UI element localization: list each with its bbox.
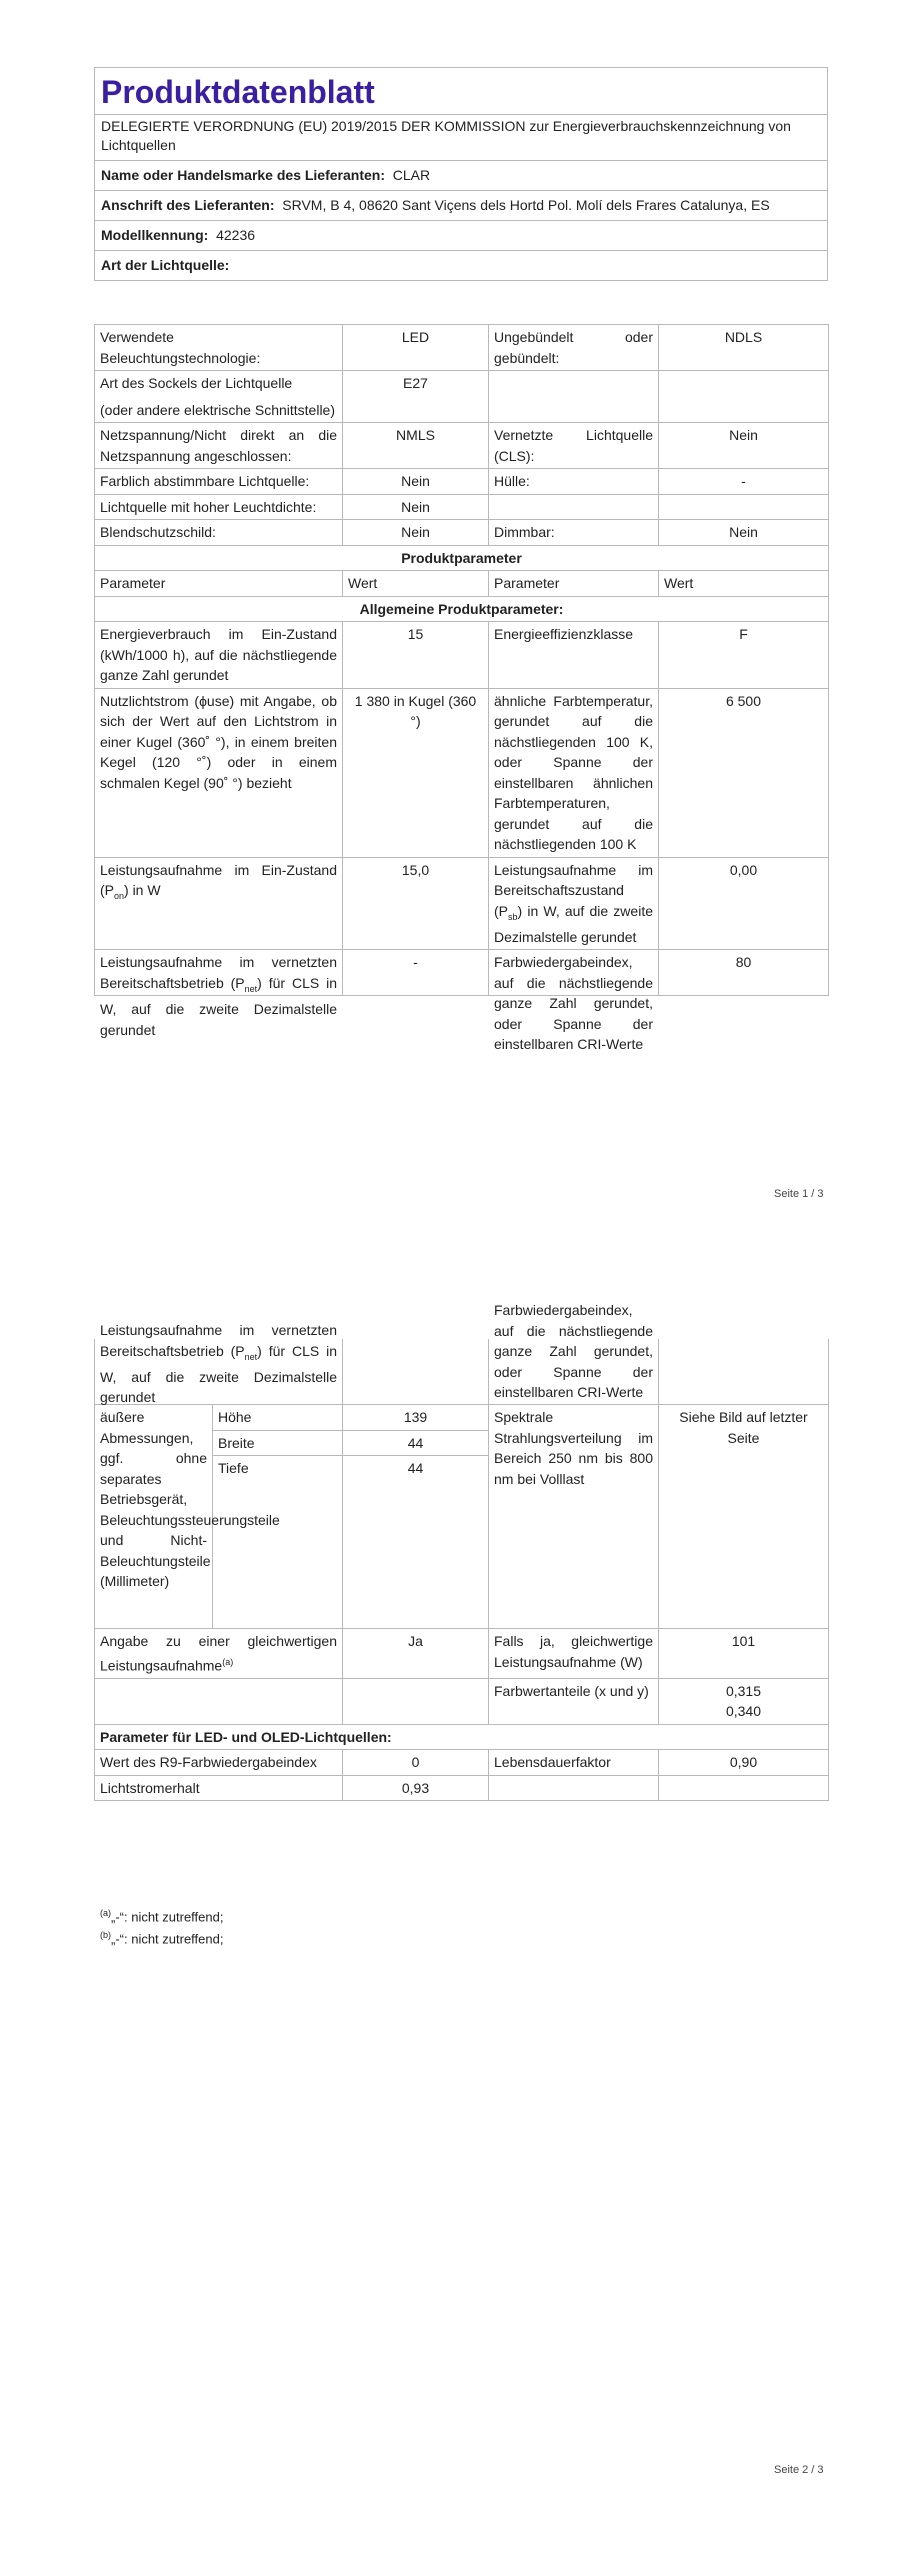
table-row (95, 325, 829, 371)
cell-value: F (659, 622, 829, 689)
supplier-name-label: Name oder Handelsmarke des Lieferanten: (101, 167, 385, 183)
footnote-a-text: „-“: nicht zutreffend; (111, 1909, 224, 1925)
cell-value: NDLS (659, 325, 829, 371)
pnet-label: Leistungsaufnahme im vernetzten Bereitschaftsbetrieb (P (100, 954, 337, 991)
table-row (95, 371, 829, 423)
cell-empty (489, 494, 659, 520)
cell-empty (489, 371, 659, 423)
table-row (95, 1339, 829, 1405)
page-number: Seite 1 / 3 (774, 1188, 824, 1200)
cell-label: Dimmbar: (489, 520, 659, 546)
height-value: 139 (343, 1405, 489, 1431)
depth-label: Tiefe (213, 1456, 343, 1629)
cell-label: Hülle: (489, 469, 659, 495)
table-row (95, 423, 829, 469)
supplier-address-label: Anschrift des Lieferanten: (101, 197, 275, 213)
cell-empty (343, 1678, 489, 1724)
supplier-name-row (95, 161, 827, 191)
section-header-row (95, 596, 829, 622)
cell-label: Nutzlichtstrom (ϕuse) mit Angabe, ob sich der Wert auf den Lichtstrom in einer Kugel (360˚ °), in einem breiten Kegel (120 °˚) oder in einem schmalen Kegel (90˚ °) bezieht (95, 688, 343, 857)
pon-label-end: ) in W (124, 882, 161, 898)
cell-empty (659, 371, 829, 423)
cell-value: 6 500 (659, 688, 829, 857)
product-data-table-continued (94, 1302, 829, 1801)
cell-value: Nein (343, 520, 489, 546)
pnet-label: Leistungsaufnahme im vernetzten Bereitschaftsbetrieb (P (100, 1322, 337, 1359)
cell-label: Lichtstromerhalt (95, 1775, 343, 1801)
table-row (95, 469, 829, 495)
cell-value: 15 (343, 622, 489, 689)
cell-empty (343, 1339, 489, 1405)
cell-empty (659, 494, 829, 520)
product-data-table (94, 324, 829, 1053)
cell-label (489, 950, 659, 1053)
column-header-parameter: Parameter (95, 571, 343, 597)
cell-label: Netzspannung/Nicht direkt an die Netzspannung angeschlossen: (95, 423, 343, 469)
cell-label: Verwendete Beleuchtungstechnologie: (95, 325, 343, 371)
cell-value: NMLS (343, 423, 489, 469)
table-row (95, 688, 829, 857)
table-row (95, 1775, 829, 1801)
cell-label (95, 1629, 343, 1679)
height-label: Höhe (213, 1405, 343, 1431)
model-label: Modellkennung: (101, 227, 209, 243)
cell-value: 0,90 (659, 1750, 829, 1776)
cell-label: Vernetzte Lichtquelle (CLS): (489, 423, 659, 469)
light-source-type-heading: Art der Lichtquelle: (95, 251, 827, 281)
footnote-b-text: „-“: nicht zutreffend; (111, 1931, 224, 1947)
cell-empty (659, 1339, 829, 1405)
cell-value: Nein (659, 423, 829, 469)
cell-value: 80 (659, 950, 829, 996)
column-header-value: Wert (659, 571, 829, 597)
pon-subscript: on (114, 890, 125, 901)
cell-value: Siehe Bild auf letzter Seite (659, 1405, 829, 1629)
general-params-heading: Allgemeine Produktparameter: (95, 596, 829, 622)
table-row (95, 950, 829, 996)
cell-label (95, 1322, 343, 1406)
cell-label: Blendschutzschild: (95, 520, 343, 546)
table-row (95, 1405, 829, 1431)
cell-value: 0,93 (343, 1775, 489, 1801)
pnet-label-end: ) für CLS in W, auf die zweite Dezimalstelle gerundet (100, 1342, 337, 1406)
cri-label: Farbwiedergabeindex, auf die nächstliegende ganze Zahl gerundet, oder Spanne der einstellbaren CRI-Werte (494, 954, 653, 1053)
equiv-label: Angabe zu einer gleichwertigen Leistungsaufnahme (100, 1633, 337, 1674)
cell-label: Farblich abstimmbare Lichtquelle: (95, 469, 343, 495)
cell-value: 15,0 (343, 857, 489, 950)
supplier-address: SRVM, B 4, 08620 Sant Viçens dels Hortd Pol. Molí dels Frares Catalunya, ES (282, 197, 770, 213)
page-1 (0, 0, 919, 1224)
document-title: Produktdatenblatt (95, 68, 827, 115)
cell-label (95, 857, 343, 950)
cell-label: Energieeffizienzklasse (489, 622, 659, 689)
model-row (95, 221, 827, 251)
cell-label (95, 950, 343, 1038)
psb-subscript: sb (508, 911, 518, 922)
cell-label: Lebensdauerfaktor (489, 1750, 659, 1776)
cell-label (489, 857, 659, 950)
page-2 (0, 1224, 919, 2560)
table-row (95, 494, 829, 520)
cell-value: 0 (343, 1750, 489, 1776)
cell-value: Nein (343, 469, 489, 495)
pnet-subscript: net (244, 983, 258, 994)
table-row (95, 1629, 829, 1679)
psb-label: Leistungsaufnahme im Bereitschaftszustand (P (494, 861, 653, 919)
column-header-row (95, 571, 829, 597)
cell-value: 0,00 (659, 857, 829, 950)
regulation-reference: DELEGIERTE VERORDNUNG (EU) 2019/2015 DER KOMMISSION zur Energieverbrauchskennzeichnung von Lichtquellen (95, 115, 827, 161)
model-identifier: 42236 (216, 227, 256, 243)
equiv-footnote-mark: (a) (222, 1656, 234, 1667)
cell-label (95, 371, 343, 423)
cell-value: Ja (343, 1629, 489, 1679)
footnote-b-mark: (b) (100, 1930, 111, 1940)
cell-label: Energieverbrauch im Ein-Zustand (kWh/1000 h), auf die nächstliegende ganze Zahl gerundet (95, 622, 343, 689)
width-label: Breite (213, 1430, 343, 1456)
cap-label-note: (oder andere elektrische Schnittstelle) (100, 401, 336, 418)
table-row (95, 622, 829, 689)
cell-value: E27 (343, 371, 489, 423)
section-header-row (95, 1724, 829, 1750)
pnet-label-end: ) für CLS in W, auf die zweite Dezimalstelle gerundet (100, 974, 337, 1038)
cell-value: - (659, 469, 829, 495)
document-header (94, 67, 828, 281)
depth-value: 44 (343, 1456, 489, 1629)
cell-value: LED (343, 325, 489, 371)
pnet-subscript: net (244, 1351, 258, 1362)
psb-label-end: ) in W, auf die zweite Dezimalstelle gerundet (494, 902, 653, 945)
cell-label: äußere Abmessungen, ggf. ohne separates Betriebsgerät, Beleuchtungssteuerungsteile und Nicht-Beleuchtungsteile (Millimeter) (95, 1405, 213, 1629)
cell-value: Nein (659, 520, 829, 546)
table-row (95, 857, 829, 950)
supplier-name: CLAR (392, 167, 431, 183)
cell-empty (489, 1775, 659, 1801)
pon-label: Leistungsaufnahme im Ein-Zustand (P (100, 861, 337, 898)
table-row (95, 1750, 829, 1776)
table-row (95, 1678, 829, 1724)
cell-label: Wert des R9-Farbwiedergabeindex (95, 1750, 343, 1776)
chromaticity-x: 0,315 (725, 1682, 762, 1699)
cell-value: 101 (659, 1629, 829, 1679)
page-number: Seite 2 / 3 (774, 2464, 824, 2476)
cri-label: Farbwiedergabeindex, auf die nächstliegende ganze Zahl gerundet, oder Spanne der einstellbaren CRI-Werte (494, 1302, 653, 1400)
cell-label: Spektrale Strahlungsverteilung im Bereich 250 nm bis 800 nm bei Volllast (489, 1405, 659, 1629)
footnote-b (100, 1924, 223, 1950)
column-header-parameter: Parameter (489, 571, 659, 597)
cell-label: Ungebündelt oder gebündelt: (489, 325, 659, 371)
chromaticity-y: 0,340 (725, 1703, 762, 1720)
cell-empty (95, 1678, 343, 1724)
section-header-row (95, 545, 829, 571)
column-header-value: Wert (343, 571, 489, 597)
table-row (95, 520, 829, 546)
supplier-address-row (95, 191, 827, 221)
cell-value: Nein (343, 494, 489, 520)
cell-label: Lichtquelle mit hoher Leuchtdichte: (95, 494, 343, 520)
product-params-heading: Produktparameter (95, 545, 829, 571)
width-value: 44 (343, 1430, 489, 1456)
led-params-heading: Parameter für LED- und OLED-Lichtquellen: (95, 1724, 829, 1750)
cell-label (489, 1302, 659, 1405)
footnote-a-mark: (a) (100, 1908, 111, 1918)
cap-label: Art des Sockels der Lichtquelle (100, 375, 293, 391)
cell-label: Farbwertanteile (x und y) (489, 1678, 659, 1724)
cell-label: Falls ja, gleichwertige Leistungsaufnahme (W) (489, 1629, 659, 1679)
cell-value: - (343, 950, 489, 996)
cell-empty (659, 1775, 829, 1801)
cell-label: ähnliche Farbtemperatur, gerundet auf die nächstliegenden 100 K, oder Spanne der einstellbaren ähnlichen Farbtemperaturen, gerundet auf die nächstliegenden 100 K (489, 688, 659, 857)
cell-value: 1 380 in Kugel (360 °) (343, 688, 489, 857)
cell-value (659, 1678, 829, 1724)
